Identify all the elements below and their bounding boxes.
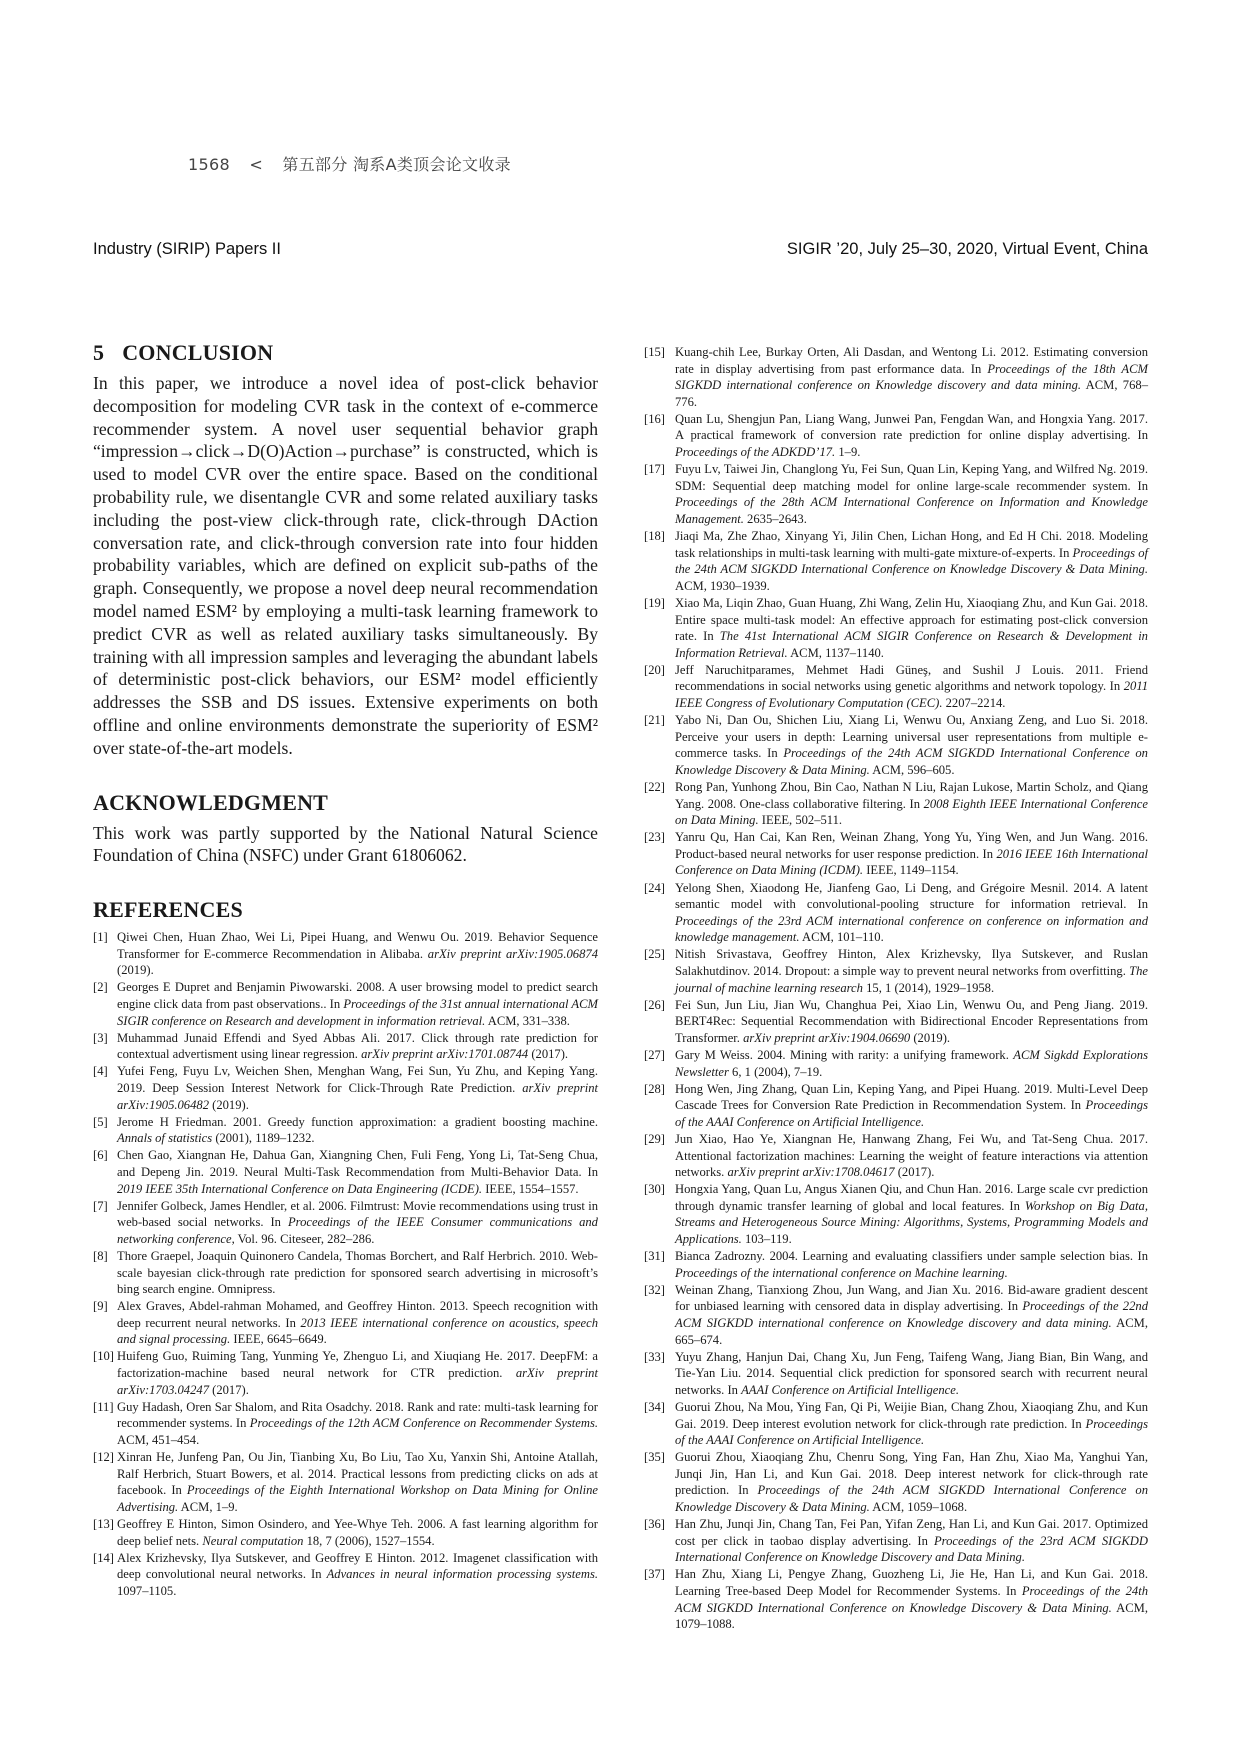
reference-item: [11] Guy Hadash, Oren Sar Shalom, and Rita Osadchy. 2018. Rank and rate: multi-task learning for recommender systems. In Proceedings of the 12th ACM Conference on Recommender Systems. ACM, 451–454.	[93, 1399, 599, 1447]
book-page-header	[188, 152, 525, 175]
reference-number: [23]	[644, 830, 665, 845]
reference-number: [34]	[644, 1399, 665, 1414]
reference-number: [4]	[93, 1064, 108, 1079]
reference-item: [16] Quan Lu, Shengjun Pan, Liang Wang, Junwei Pan, Fengdan Wan, and Hongxia Yang. 2017. A practical framework of conversion rate prediction for online display advertising. In Proceedings of the ADKDD’17. 1–9.	[644, 411, 1148, 460]
reference-item: [25] Nitish Srivastava, Geoffrey Hinton, Alex Krizhevsky, Ilya Sutskever, and Ruslan Salakhutdinov. 2014. Dropout: a simple way to prevent neural networks from overfitting. The journal of machine learning research 15, 1 (2014), 1929–1958.	[644, 947, 1148, 995]
reference-item: [8] Thore Graepel, Joaquin Quinonero Candela, Thomas Borchert, and Ralf Herbrich. 2010. Web-scale bayesian click-through rate prediction for sponsored search advertising in microsoft’s bing search engine. Omnipress.	[93, 1248, 598, 1297]
reference-item: [36] Han Zhu, Junqi Jin, Chang Tan, Fei Pan, Yifan Zeng, Han Li, and Kun Gai. 2017. Optimized cost per click in taobao display advertising. In Proceedings of the 23rd ACM SIGKDD International Conference on Knowledge Discovery and Data Mining.	[644, 1517, 1148, 1565]
reference-list-left	[93, 929, 598, 1599]
reference-item: [20] Jeff Naruchitparames, Mehmet Hadi Güneş, and Sushil J Louis. 2011. Friend recommendations in social networks using genetic algorithms and network topology. In 2011 IEEE Congress of Evolutionary Computation (CEC). 2207–2214.	[644, 662, 1148, 710]
reference-number: [25]	[644, 947, 665, 962]
reference-item: [26] Fei Sun, Jun Liu, Jian Wu, Changhua Pei, Xiao Lin, Wenwu Ou, and Peng Jiang. 2019. BERT4Rec: Sequential Recommendation with Bidirectional Encoder Representations from Transformer. arXiv preprint arXiv:1904.06690 (2019).	[644, 997, 1148, 1045]
reference-item: [21] Yabo Ni, Dan Ou, Shichen Liu, Xiang Li, Wenwu Ou, Anxiang Zeng, and Luo Si. 2018. Perceive your users in depth: Learning universal user representations from multiple e-commerce tasks. In Proceedings of the 24th ACM SIGKDD International Conference on Knowledge Discovery & Data Mining. ACM, 596–605.	[644, 713, 1148, 777]
reference-number: [37]	[644, 1567, 665, 1582]
right-column	[644, 344, 1148, 1633]
reference-number: [20]	[644, 662, 665, 677]
reference-list-right	[644, 344, 1148, 1633]
reference-number: [36]	[644, 1517, 665, 1532]
reference-item: [27] Gary M Weiss. 2004. Mining with rarity: a unifying framework. ACM Sigkdd Explorations Newsletter 6, 1 (2004), 7–19.	[644, 1047, 1148, 1079]
reference-item: [17] Fuyu Lv, Taiwei Jin, Changlong Yu, Fei Sun, Quan Lin, Keping Yang, and Wilfred Ng. 2019. SDM: Sequential deep matching model for online large-scale recommender system. In Proceedings of the 28th ACM International Conference on Information and Knowledge Management. 2635–2643.	[644, 462, 1148, 526]
reference-item: [3] Muhammad Junaid Effendi and Syed Abbas Ali. 2017. Click through rate prediction for contextual advertisment using linear regression. arXiv preprint arXiv:1701.08744 (2017).	[93, 1030, 598, 1062]
reference-item: [13] Geoffrey E Hinton, Simon Osindero, and Yee-Whye Teh. 2006. A fast learning algorithm for deep belief nets. Neural computation 18, 7 (2006), 1527–1554.	[93, 1516, 598, 1548]
conclusion-heading	[93, 340, 598, 366]
reference-number: [30]	[644, 1182, 665, 1197]
reference-item: [32] Weinan Zhang, Tianxiong Zhou, Jun Wang, and Jian Xu. 2016. Bid-aware gradient descent for unbiased learning with censored data in display advertising. In Proceedings of the 22nd ACM SIGKDD international conference on Knowledge discovery and data mining. ACM, 665–674.	[644, 1282, 1148, 1347]
reference-item: [14] Alex Krizhevsky, Ilya Sutskever, and Geoffrey E Hinton. 2012. Imagenet classification with deep convolutional neural networks. In Advances in neural information processing systems. 1097–1105.	[93, 1550, 599, 1598]
reference-item: [9] Alex Graves, Abdel-rahman Mohamed, and Geoffrey Hinton. 2013. Speech recognition with deep recurrent neural networks. In 2013 IEEE international conference on acoustics, speech and signal processing. IEEE, 6645–6649.	[93, 1299, 599, 1347]
reference-item: [33] Yuyu Zhang, Hanjun Dai, Chang Xu, Jun Feng, Taifeng Wang, Jiang Bian, Bin Wang, and Tie-Yan Liu. 2014. Sequential click prediction for sponsored search with recurrent neural networks. In AAAI Conference on Artificial Intelligence.	[644, 1349, 1148, 1397]
reference-item: [4] Yufei Feng, Fuyu Lv, Weichen Shen, Menghan Wang, Fei Sun, Yu Zhu, and Keping Yang. 2019. Deep Session Interest Network for Click-Through Rate Prediction. arXiv preprint arXiv:1905.06482 (2019).	[93, 1064, 598, 1112]
reference-item: [29] Jun Xiao, Hao Ye, Xiangnan He, Hanwang Zhang, Fei Wu, and Tat-Seng Chua. 2017. Attentional factorization machines: Learning the weight of feature interactions via attention networks. arXiv preprint arXiv:1708.04617 (2017).	[644, 1131, 1148, 1180]
acknowledgment-heading: ACKNOWLEDGMENT	[93, 789, 329, 815]
reference-number: [31]	[644, 1249, 665, 1264]
reference-number: [12]	[93, 1450, 114, 1465]
reference-number: [7]	[93, 1198, 108, 1213]
reference-number: [8]	[93, 1248, 108, 1263]
reference-number: [35]	[644, 1450, 665, 1465]
reference-item: [2] Georges E Dupret and Benjamin Piwowarski. 2008. A user browsing model to predict search engine click data from past observations.. In Proceedings of the 31st annual international ACM SIGIR conference on Research and development in information retrieval. ACM, 331–338.	[93, 980, 598, 1028]
reference-number: [29]	[644, 1131, 665, 1146]
reference-item: [18] Jiaqi Ma, Zhe Zhao, Xinyang Yi, Jilin Chen, Lichan Hong, and Ed H Chi. 2018. Modeling task relationships in multi-task learning with multi-gate mixture-of-experts. In Proceedings of the 24th ACM SIGKDD International Conference on Knowledge Discovery & Data Mining. ACM, 1930–1939.	[644, 529, 1148, 593]
reference-number: [2]	[93, 980, 108, 995]
reference-number: [13]	[93, 1516, 114, 1531]
reference-item: [28] Hong Wen, Jing Zhang, Quan Lin, Keping Yang, and Pipei Huang. 2019. Multi-Level Deep Cascade Trees for Conversion Rate Prediction in Recommendation System. In Proceedings of the AAAI Conference on Artificial Intelligence.	[644, 1081, 1148, 1129]
reference-number: [21]	[644, 713, 665, 728]
reference-number: [9]	[93, 1299, 108, 1314]
reference-number: [33]	[644, 1349, 665, 1364]
reference-number: [26]	[644, 997, 665, 1012]
reference-item: [30] Hongxia Yang, Quan Lu, Angus Xianen Qiu, and Chun Han. 2016. Large scale cvr prediction through dynamic transfer learning of global and local features. In Workshop on Big Data, Streams and Heterogeneous Source Mining: Algorithms, Systems, Programming Models and Applications. 103–119.	[644, 1182, 1148, 1246]
reference-item: [1] Qiwei Chen, Huan Zhao, Wei Li, Pipei Huang, and Wenwu Ou. 2019. Behavior Sequence Transformer for E-commerce Recommendation in Alibaba. arXiv preprint arXiv:1905.06874 (2019).	[93, 930, 598, 978]
reference-item: [5] Jerome H Friedman. 2001. Greedy function approximation: a gradient boosting machine. Annals of statistics (2001), 1189–1232.	[93, 1114, 598, 1146]
reference-item: [10] Huifeng Guo, Ruiming Tang, Yunming Ye, Zhenguo Li, and Xiuqiang He. 2017. DeepFM: a factorization-machine based neural network for CTR prediction. arXiv preprint arXiv:1703.04247 (2017).	[93, 1349, 598, 1397]
reference-number: [24]	[644, 880, 665, 895]
reference-number: [32]	[644, 1282, 665, 1297]
reference-item: [24] Yelong Shen, Xiaodong He, Jianfeng Gao, Li Deng, and Grégoire Mesnil. 2014. A latent semantic model with convolutional-pooling structure for information retrieval. In Proceedings of the 23rd ACM international conference on conference on information and knowledge management. ACM, 101–110.	[644, 880, 1148, 945]
left-column	[93, 340, 598, 1600]
reference-number: [14]	[93, 1550, 114, 1565]
reference-item: [22] Rong Pan, Yunhong Zhou, Bin Cao, Nathan N Liu, Rajan Lukose, Martin Scholz, and Qiang Yang. 2008. One-class collaborative filtering. In 2008 Eighth IEEE International Conference on Data Mining. IEEE, 502–511.	[644, 779, 1148, 828]
reference-number: [27]	[644, 1047, 665, 1062]
reference-number: [19]	[644, 595, 665, 610]
reference-item: [35] Guorui Zhou, Xiaoqiang Zhu, Chenru Song, Ying Fan, Han Zhu, Xiao Ma, Yanghui Yan, Junqi Jin, Han Li, and Kun Gai. 2018. Deep interest network for click-through rate prediction. In Proceedings of the 24th ACM SIGKDD International Conference on Knowledge Discovery & Data Mining. ACM, 1059–1068.	[644, 1450, 1148, 1514]
conference-info: SIGIR ’20, July 25–30, 2020, Virtual Event, China	[786, 240, 1148, 258]
reference-item: [34] Guorui Zhou, Na Mou, Ying Fan, Qi Pi, Weijie Bian, Chang Zhou, Xiaoqiang Zhu, and Kun Gai. 2019. Deep interest evolution network for click-through rate prediction. In Proceedings of the AAAI Conference on Artificial Intelligence.	[644, 1399, 1148, 1448]
reference-item: [12] Xinran He, Junfeng Pan, Ou Jin, Tianbing Xu, Bo Liu, Tao Xu, Yanxin Shi, Antoine Atallah, Ralf Herbrich, Stuart Bowers, et al. 2014. Practical lessons from predicting clicks on ads at facebook. In Proceedings of the Eighth International Workshop on Data Mining for Online Advertising. ACM, 1–9.	[93, 1450, 598, 1514]
acknowledgment-text: This work was partly supported by the National Natural Science Foundation of China (NSFC) under Grant 61806062.	[93, 822, 598, 866]
conference-header	[93, 240, 1148, 259]
reference-number: [1]	[93, 930, 108, 945]
reference-number: [18]	[644, 529, 665, 544]
section-number: 5	[93, 340, 105, 365]
reference-number: [6]	[93, 1148, 108, 1163]
book-section-title: 第五部分 淘系A类顶会论文收录	[282, 155, 511, 174]
reference-number: [11]	[93, 1399, 114, 1414]
reference-item: [19] Xiao Ma, Liqin Zhao, Guan Huang, Zhi Wang, Zelin Hu, Xiaoqiang Zhu, and Kun Gai. 2018. Entire space multi-task model: An effective approach for estimating post-click conversion rate. In The 41st International ACM SIGIR Conference on Research & Development in Information Retrieval. ACM, 1137–1140.	[644, 595, 1148, 660]
reference-number: [3]	[93, 1030, 108, 1045]
book-header-arrow: <	[249, 155, 264, 174]
reference-number: [17]	[644, 462, 665, 477]
reference-number: [28]	[644, 1081, 665, 1096]
reference-item: [37] Han Zhu, Xiang Li, Pengye Zhang, Guozheng Li, Jie He, Han Li, and Kun Gai. 2018. Learning Tree-based Deep Model for Recommender Systems. In Proceedings of the 24th ACM SIGKDD International Conference on Knowledge Discovery & Data Mining. ACM, 1079–1088.	[644, 1567, 1148, 1632]
section-title: CONCLUSION	[122, 340, 274, 365]
reference-number: [5]	[93, 1114, 108, 1129]
reference-item: [23] Yanru Qu, Han Cai, Kan Ren, Weinan Zhang, Yong Yu, Ying Wen, and Jun Wang. 2016. Product-based neural networks for user response prediction. In 2016 IEEE 16th International Conference on Data Mining (ICDM). IEEE, 1149–1154.	[644, 830, 1148, 878]
reference-item: [31] Bianca Zadrozny. 2004. Learning and evaluating classifiers under sample selection bias. In Proceedings of the international conference on Machine learning.	[644, 1249, 1148, 1280]
reference-number: [22]	[644, 779, 665, 794]
book-page-number: 1568	[188, 155, 230, 174]
track-name: Industry (SIRIP) Papers II	[93, 240, 281, 258]
reference-item: [7] Jennifer Golbeck, James Hendler, et al. 2006. Filmtrust: Movie recommendations using trust in web-based social networks. In Proceedings of the IEEE Consumer communications and networking conference, Vol. 96. Citeseer, 282–286.	[93, 1198, 598, 1246]
reference-number: [10]	[93, 1349, 114, 1364]
references-heading: REFERENCES	[93, 897, 243, 923]
conclusion-text: In this paper, we introduce a novel idea of post-click behavior decomposition for modeling CVR task in the context of e-commerce recommender system. A novel user sequential behavior graph “impression→click→D(O)Action→purchase” is constructed, which is used to model CVR over the entire space. Based on the conditional probability rule, we disentangle CVR and some related auxiliary tasks including the post-view click-through rate, click-through DAction conversation rate, and click-through conversion rate into four hidden probability variables, which are defined on explicit sub-paths of the graph. Consequently, we propose a novel deep neural recommendation model named ESM² by employing a multi-task learning framework to predict CVR as well as related auxiliary tasks simultaneously. By training with all impression samples and leveraging the abundant labels of deterministic post-click behaviors, our ESM² model efficiently addresses the SSB and DS issues. Extensive experiments on both offline and online environments demonstrate the superiority of ESM² over state-of-the-art models.	[93, 373, 598, 758]
reference-number: [15]	[644, 345, 665, 359]
reference-item: [15] Kuang-chih Lee, Burkay Orten, Ali Dasdan, and Wentong Li. 2012. Estimating conversion rate in display advertising from past erformance data. In Proceedings of the 18th ACM SIGKDD international conference on Knowledge discovery and data mining. ACM, 768–776.	[644, 345, 1148, 409]
reference-item: [6] Chen Gao, Xiangnan He, Dahua Gan, Xiangning Chen, Fuli Feng, Yong Li, Tat-Seng Chua, and Depeng Jin. 2019. Neural Multi-Task Recommendation from Multi-Behavior Data. In 2019 IEEE 35th International Conference on Data Engineering (ICDE). IEEE, 1554–1557.	[93, 1148, 598, 1196]
reference-number: [16]	[644, 411, 665, 426]
